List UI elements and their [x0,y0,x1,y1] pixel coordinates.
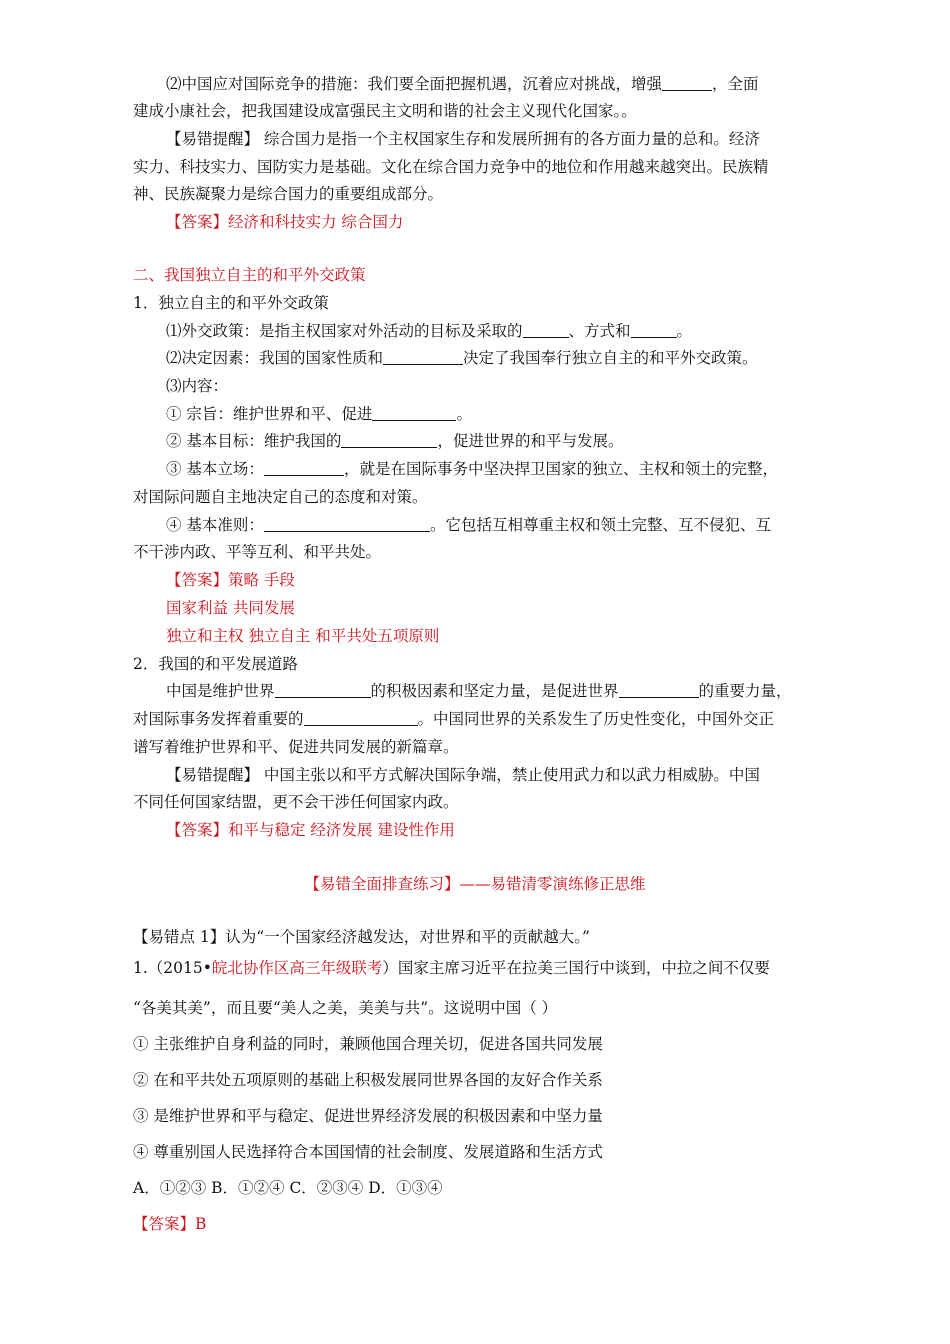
content-label: ⑶内容： [166,377,229,395]
tip-line-3: 神、民族凝聚力是综合国力的重要组成部分。 [133,185,444,203]
answer-value: B [195,1215,207,1233]
tip-line-1: 【易错提醒】 综合国力是指一个主权国家生存和发展所拥有的各方面力量的总和。经济 [166,130,760,148]
road-text-b: 的积极因素和坚定力量，是促进世界 [370,682,619,700]
road-text-c: 的重要力量， [698,682,792,700]
answer-2a: 【答案】策略 手段 [166,571,295,589]
option-2: ② 在和平共处五项原则的基础上积极发展同世界各国的友好合作关系 [133,1071,603,1089]
section-heading: 二、我国独立自主的和平外交政策 [133,266,366,284]
principle-text-b: 。它包括互相尊重主权和领土完整、互不侵犯、互 [429,516,771,534]
measures-text-a: ⑵中国应对国际竞争的措施：我们要全面把握机遇，沉着应对挑战，增强 [166,75,663,93]
blank [631,322,677,338]
answer-1: 【答案】经济和科技实力 综合国力 [166,213,404,231]
stance-line-2: 对国际问题自主地决定自己的态度和对策。 [133,488,428,506]
road-line-2 [133,709,774,729]
question-text: ）国家主席习近平在拉美三国行中谈到，中拉之间不仅要 [382,959,770,977]
measures-text-b: ，全面 [712,75,759,93]
purpose-line [166,404,472,424]
purpose-text-b: 。 [456,405,472,423]
blank [523,322,569,338]
factor-line [166,348,758,368]
policy-text-b: 、方式和 [568,322,631,340]
option-4: ④ 尊重别国人民选择符合本国国情的社会制度、发展道路和生活方式 [133,1143,603,1161]
factor-text-a: ⑵决定因素：我国的国家性质和 [166,349,384,367]
subheading-2: 2．我国的和平发展道路 [133,655,298,673]
measures-line-2: 建成小康社会，把我国建设成富强民主文明和谐的社会主义现代化国家。。 [133,102,637,120]
question-line-1 [133,958,770,978]
error-point: 【易错点 1】认为“一个国家经济越发达，对世界和平的贡献越大。” [133,928,590,946]
tip-line-2: 实力、科技实力、国防实力是基础。文化在综合国力竞争中的地位和作用越来越突出。民族精 [133,158,769,176]
blank [383,349,463,365]
answer-2c: 独立和主权 独立自主 和平共处五项原则 [166,627,440,645]
stance-text-b: ，就是在国际事务中坚决捍卫国家的独立、主权和领土的完整， [343,460,778,478]
measures-line-1 [166,74,759,94]
principle-text-a: ④ 基本准则： [166,516,264,534]
factor-text-b: 决定了我国奉行独立自主的和平外交政策。 [463,349,758,367]
stance-text-a: ③ 基本立场： [166,460,264,478]
subheading-1: 1．独立自主的和平外交政策 [133,294,329,312]
policy-line [166,321,692,341]
answer-label: 【答案】 [133,1215,196,1233]
goal-text-a: ② 基本目标：维护我国的 [166,432,342,450]
answer-3: 【答案】和平与稳定 经济发展 建设性作用 [166,821,455,839]
blank [341,432,437,448]
blank [264,516,430,532]
road-line-3: 谱写着维护世界和平、促进共同发展的新篇章。 [133,738,459,756]
road-line-1 [166,681,792,701]
policy-text-c: 。 [676,322,693,340]
question-number: 1.（2015• [133,959,212,977]
blank [662,75,712,91]
road-text-e: 。中国同世界的关系发生了历史性变化，中国外交正 [417,710,775,728]
blank [619,682,699,698]
question-line-2: “各美其美”，而且要“美人之美，美美与共”。这说明中国（ ） [133,999,558,1017]
principle-line-1 [166,515,771,535]
purpose-text-a: ① 宗旨：维护世界和平、促进 [166,405,373,423]
final-answer [133,1214,206,1234]
tip2-line-1: 【易错提醒】 中国主张以和平方式解决国际争端，禁止使用武力和以武力相威胁。中国 [166,766,760,784]
answer-2b: 国家利益 共同发展 [166,599,295,617]
policy-text-a: ⑴外交政策：是指主权国家对外活动的目标及采取的 [166,322,523,340]
blank [275,682,371,698]
tip2-line-2: 不同任何国家结盟，更不会干涉任何国家内政。 [133,793,459,811]
stance-line-1 [166,459,778,479]
option-3: ③ 是维护世界和平与稳定、促进世界经济发展的积极因素和中坚力量 [133,1107,603,1125]
blank [264,460,344,476]
answer-choices: A．①②③ B．①②④ C．②③④ D．①③④ [133,1179,443,1197]
goal-line [166,431,623,451]
principle-line-2: 不干涉内政、平等互利、和平共处。 [133,543,382,561]
question-source: 皖北协作区高三年级联考 [211,959,383,977]
option-1: ① 主张维护自身利益的同时，兼顾他国合理关切，促进各国共同发展 [133,1035,603,1053]
road-text-d: 对国际事务发挥着重要的 [133,710,304,728]
road-text-a: 中国是维护世界 [166,682,275,700]
blank [304,710,418,726]
goal-text-b: ，促进世界的和平与发展。 [437,432,624,450]
blank [372,405,456,421]
practice-title: 【易错全面排查练习】——易错清零演练修正思维 [304,875,646,893]
